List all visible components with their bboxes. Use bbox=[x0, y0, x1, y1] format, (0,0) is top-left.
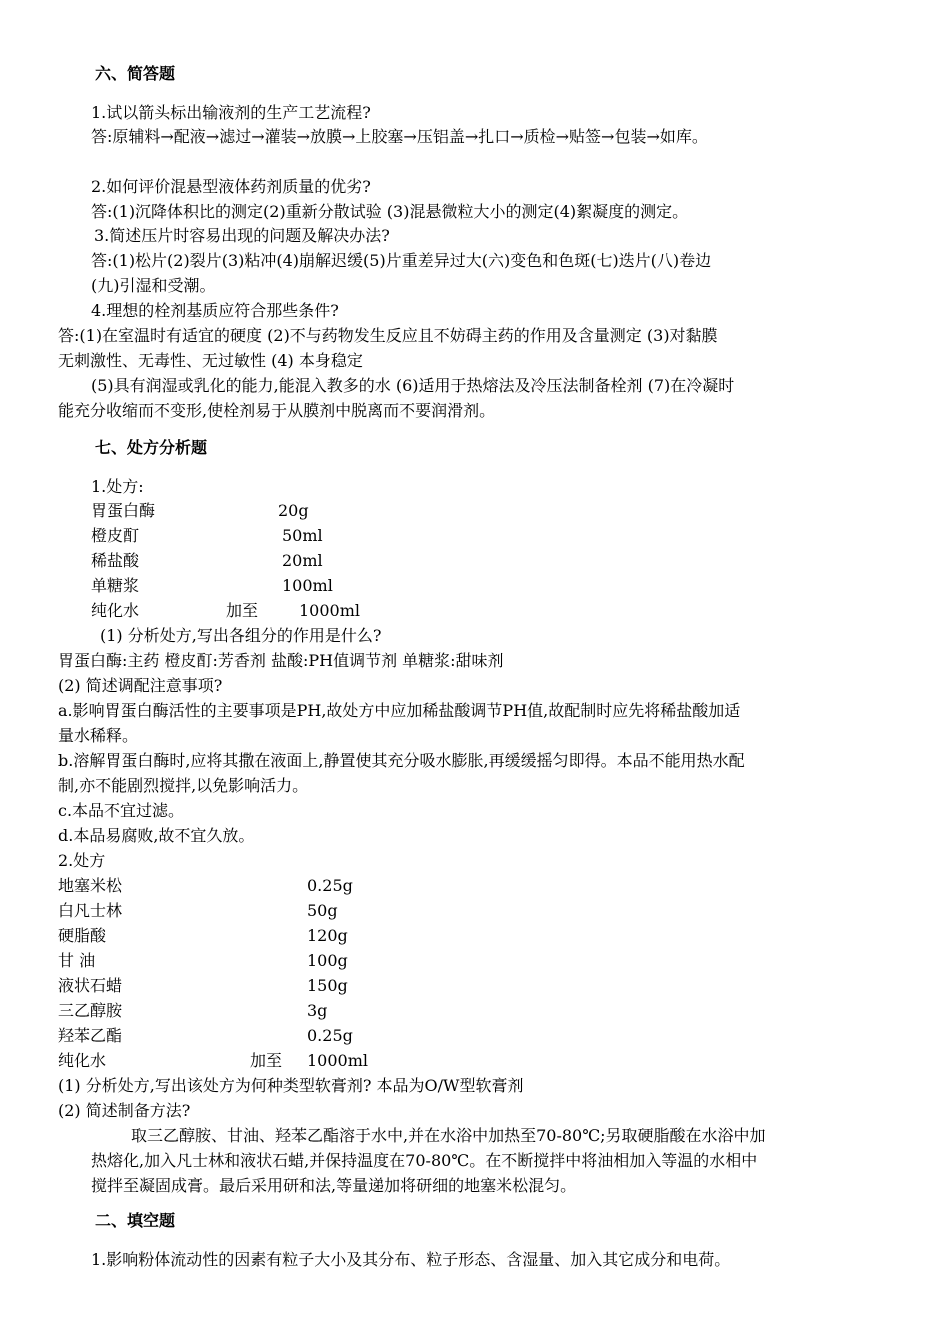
p1-question-2: (2) 简述调配注意事项? bbox=[58, 676, 223, 695]
ingredient-amount: 100ml bbox=[282, 576, 333, 595]
ingredient-name: 稀盐酸 bbox=[91, 551, 140, 570]
ingredient-name: 胃蛋白酶 bbox=[91, 501, 156, 520]
fill-question-1: 1.影响粉体流动性的因素有粒子大小及其分布、粒子形态、含湿量、加入其它成分和电荷。 bbox=[91, 1250, 731, 1269]
ingredient-amount: 1000ml bbox=[307, 1051, 369, 1070]
ingredient-name: 白凡士林 bbox=[58, 901, 123, 920]
ingredient-amount: 1000ml bbox=[299, 601, 361, 620]
p1-note-a-line-1: a.影响胃蛋白酶活性的主要事项是PH,故处方中应加稀盐酸调节PH值,故配制时应先将稀盐酸加适 bbox=[58, 701, 741, 720]
section-heading-short-answer: 六、简答题 bbox=[95, 64, 176, 83]
p1-note-b-line-1: b.溶解胃蛋白酶时,应将其撒在液面上,静置使其充分吸水膨胀,再缓缓摇匀即得。本品不能用热水配 bbox=[58, 751, 745, 770]
p2-method-line-2: 热熔化,加入凡士林和液状石蜡,并保持温度在70-80℃。在不断搅拌中将油相加入等温的水相中 bbox=[91, 1151, 758, 1170]
answer-1: 答:原辅料→配液→滤过→灌装→放膜→上胶塞→压铝盖→扎口→质检→贴签→包装→如库。 bbox=[91, 127, 708, 146]
answer-3-line-2: (九)引湿和受潮。 bbox=[91, 276, 216, 295]
p1-note-b-line-2: 制,亦不能剧烈搅拌,以免影响活力。 bbox=[58, 776, 309, 795]
ingredient-amount: 50g bbox=[307, 901, 338, 920]
answer-4-line-4: 能充分收缩而不变形,使栓剂易于从膜剂中脱离而不要润滑剂。 bbox=[58, 401, 496, 420]
ingredient-amount: 20g bbox=[278, 501, 309, 520]
answer-4-line-2: 无刺激性、无毒性、无过敏性 (4) 本身稳定 bbox=[58, 351, 363, 370]
prescription-2-title: 2.处方 bbox=[58, 851, 106, 870]
p1-answer-1: 胃蛋白酶:主药 橙皮酊:芳香剂 盐酸:PH值调节剂 单糖浆:甜味剂 bbox=[58, 651, 504, 670]
section-heading-fill-in: 二、填空题 bbox=[95, 1211, 176, 1230]
ingredient-amount: 50ml bbox=[282, 526, 323, 545]
prescription-1-title: 1.处方: bbox=[91, 477, 144, 496]
ingredient-amount: 0.25g bbox=[307, 1026, 353, 1045]
ingredient-name: 纯化水 bbox=[91, 601, 140, 620]
ingredient-name: 硬脂酸 bbox=[58, 926, 107, 945]
ingredient-extra: 加至 bbox=[250, 1051, 283, 1070]
answer-4-line-1: 答:(1)在室温时有适宜的硬度 (2)不与药物发生反应且不妨碍主药的作用及含量测定 (3)对黏膜 bbox=[58, 326, 718, 345]
p2-method-line-3: 搅拌至凝固成膏。最后采用研和法,等量递加将研细的地塞米松混匀。 bbox=[91, 1176, 577, 1195]
ingredient-name: 三乙醇胺 bbox=[58, 1001, 123, 1020]
ingredient-amount: 3g bbox=[307, 1001, 328, 1020]
ingredient-amount: 100g bbox=[307, 951, 348, 970]
ingredient-extra: 加至 bbox=[226, 601, 259, 620]
question-1: 1.试以箭头标出输液剂的生产工艺流程? bbox=[91, 103, 371, 122]
ingredient-name: 地塞米松 bbox=[58, 876, 123, 895]
ingredient-amount: 0.25g bbox=[307, 876, 353, 895]
ingredient-amount: 120g bbox=[307, 926, 348, 945]
ingredient-name: 橙皮酊 bbox=[91, 526, 140, 545]
p1-note-d: d.本品易腐败,故不宜久放。 bbox=[58, 826, 255, 845]
question-4: 4.理想的栓剂基质应符合那些条件? bbox=[91, 301, 339, 320]
answer-2: 答:(1)沉降体积比的测定(2)重新分散试验 (3)混悬微粒大小的测定(4)絮凝度的测定。 bbox=[91, 202, 689, 221]
ingredient-name: 液状石蜡 bbox=[58, 976, 123, 995]
p1-question-1: (1) 分析处方,写出各组分的作用是什么? bbox=[100, 626, 382, 645]
p1-note-c: c.本品不宜过滤。 bbox=[58, 801, 185, 820]
ingredient-name: 甘 油 bbox=[58, 951, 96, 970]
ingredient-name: 纯化水 bbox=[58, 1051, 107, 1070]
question-2: 2.如何评价混悬型液体药剂质量的优劣? bbox=[91, 177, 371, 196]
p2-question-2: (2) 简述制备方法? bbox=[58, 1101, 191, 1120]
answer-3-line-1: 答:(1)松片(2)裂片(3)粘冲(4)崩解迟缓(5)片重差异过大(六)变色和色斑(七)迭片(八)卷边 bbox=[91, 251, 712, 270]
ingredient-name: 羟苯乙酯 bbox=[58, 1026, 123, 1045]
ingredient-amount: 150g bbox=[307, 976, 348, 995]
p1-note-a-line-2: 量水稀释。 bbox=[58, 726, 139, 745]
answer-4-line-3: (5)具有润湿或乳化的能力,能混入教多的水 (6)适用于热熔法及冷压法制备栓剂 (7)在冷凝时 bbox=[91, 376, 735, 395]
ingredient-amount: 20ml bbox=[282, 551, 323, 570]
question-3: 3.简述压片时容易出现的问题及解决办法? bbox=[94, 226, 390, 245]
p2-method-line-1: 取三乙醇胺、甘油、羟苯乙酯溶于水中,并在水浴中加热至70-80℃;另取硬脂酸在水浴中加 bbox=[131, 1126, 766, 1145]
section-heading-prescription-analysis: 七、处方分析题 bbox=[95, 438, 208, 457]
p2-question-1: (1) 分析处方,写出该处方为何种类型软膏剂? 本品为O/W型软膏剂 bbox=[58, 1076, 524, 1095]
ingredient-name: 单糖浆 bbox=[91, 576, 140, 595]
